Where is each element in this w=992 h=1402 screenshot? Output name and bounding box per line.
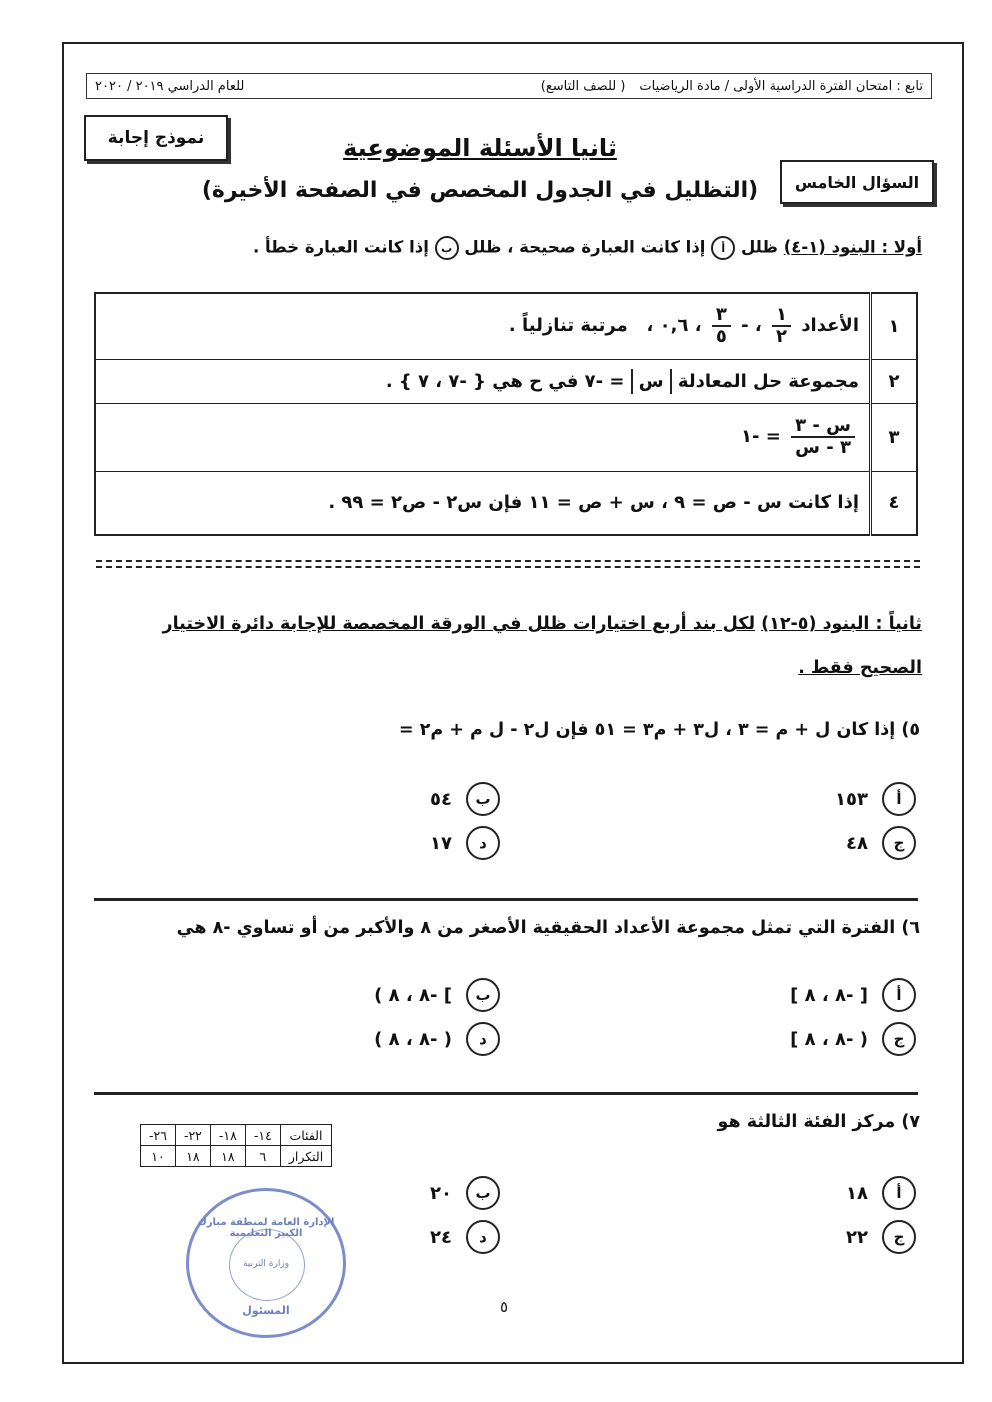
option-b[interactable] [430,1176,500,1210]
option-value: ١٥٣ [835,788,868,810]
model-answer-box: نموذج إجابة [84,115,228,161]
option-value: ٥٤ [430,788,452,810]
option-a[interactable] [846,1176,916,1210]
mcq-instruction-text: لكل بند أربع اختيارات ظلل في الورقة المخصصة للإجابة دائرة الاختيار الصحيح فقط . [162,614,922,678]
tf-instruction-a: ظلل [740,237,778,257]
exam-header [86,73,932,99]
fifth-question-box: السؤال الخامس [780,160,934,204]
freq-cell: ١٠ [141,1146,176,1167]
option-d-icon: د [466,826,500,860]
table-row [95,293,917,359]
table-row [95,403,917,471]
fraction [772,305,791,347]
item-text: مرتبة تنازلياً . [508,315,628,337]
option-b-icon: ب [466,978,500,1012]
freq-cell: ١٤- [245,1125,280,1146]
divider [94,898,918,901]
option-b-icon: ب [435,236,459,260]
header-exam-title: تابع : امتحان الفترة الدراسية الأولى / مادة الرياضيات [639,78,923,94]
mcq-instruction [162,602,922,690]
numerator: س - ٣ [791,416,855,438]
item-statement: إذا كانت س - ص = ٩ ، س + ص = ١١ فإن س٢ - ص٢ = ٩٩ . [95,471,871,535]
item-number: ١ [871,293,918,359]
option-value: ( -٨ ، ٨ ] [790,1028,868,1050]
table-row [141,1146,332,1167]
option-b-icon: ب [466,1176,500,1210]
absolute-value: س [631,369,672,394]
option-a-icon: أ [882,978,916,1012]
option-value: ٢٠ [430,1182,452,1204]
denominator: ٣ - س [795,437,851,458]
true-false-instruction [253,236,922,260]
option-d-icon: د [466,1220,500,1254]
true-false-table [94,292,918,536]
option-value: [ -٨ ، ٨ ] [790,984,868,1006]
tf-instruction-label: أولا : البنود (١-٤) [783,237,922,257]
option-value: ] -٨ ، ٨ ) [374,984,452,1006]
option-value: ٢٤ [430,1226,452,1248]
freq-cell: ٢٦- [141,1125,176,1146]
option-c[interactable] [790,1022,916,1056]
header-grade: ( للصف التاسع) [540,78,626,94]
mcq-instruction-label: ثانياً : البنود (٥-١٢) [761,614,922,634]
option-value: ٢٢ [846,1226,868,1248]
question-7 [718,1112,920,1132]
item-text: الأعداد [801,315,859,337]
option-b[interactable] [430,782,500,816]
question-5 [399,720,920,740]
dashed-separator [96,560,920,568]
option-d[interactable] [430,1220,500,1254]
option-d[interactable] [430,826,500,860]
item-number: ٤ [871,471,918,535]
official-stamp [186,1188,346,1338]
question-text: مركز الفئة الثالثة هو [717,1112,896,1132]
item-text: ، ٠,٦ ، [646,315,702,337]
option-c[interactable] [846,1220,916,1254]
option-value: ( -٨ ، ٨ ) [374,1028,452,1050]
freq-header: التكرار [280,1146,331,1167]
section-subtitle: (التظليل في الجدول المخصص في الصفحة الأخيرة) [201,178,759,203]
fraction [712,305,731,347]
divider [94,1092,918,1095]
option-a-icon: أ [882,1176,916,1210]
question-text: إذا كان ل + م = ٣ ، ل٣ + م٣ = ٥١ فإن ل٢ - ل م + م٢ = [398,720,896,740]
question-number: ٥) [901,720,920,740]
frequency-table [140,1124,332,1167]
freq-cell: ١٨ [210,1146,245,1167]
numerator: ١ [772,305,791,327]
question-6 [177,918,920,938]
option-a[interactable] [790,978,916,1012]
item-text: = -٧ في ح هي { -٧ ، ٧ } . [385,370,625,392]
item-number: ٢ [871,359,918,403]
tf-instruction-c: إذا كانت العبارة خطأ . [252,237,429,257]
option-value: ١٨ [846,1182,868,1204]
option-a-icon: أ [882,782,916,816]
item-number: ٣ [871,403,918,471]
stamp-bottom-text: المسئول [242,1304,290,1317]
option-c-icon: ج [882,1220,916,1254]
option-b[interactable] [374,978,500,1012]
stamp-top-text: الإدارة العامة لمنطقة مبارك الكبير التعليمية [197,1217,335,1239]
header-year: للعام الدراسي ٢٠١٩ / ٢٠٢٠ [95,78,245,94]
option-c-icon: ج [882,826,916,860]
question-number: ٦) [901,918,920,938]
option-a[interactable] [835,782,916,816]
freq-cell: ٦ [245,1146,280,1167]
option-value: ٤٨ [846,832,868,854]
question-number: ٧) [901,1112,920,1132]
option-d-icon: د [466,1022,500,1056]
question-text: الفترة التي تمثل مجموعة الأعداد الحقيقية الأصغر من ٨ والأكبر من أو تساوي -٨ هي [176,918,896,938]
tf-instruction-b: إذا كانت العبارة صحيحة ، ظلل [464,237,706,257]
item-statement [95,403,871,471]
freq-header: الفئات [280,1125,331,1146]
option-c[interactable] [846,826,916,860]
item-statement: الأعداد $\frac{١}{٢}$ ، - $\frac{٣}{٥}$ ، ٠,٦ ، مرتبة تنازلياً . [95,293,871,359]
table-row [95,471,917,535]
item-text: = -١ [741,426,781,447]
fraction [791,416,855,458]
option-b-icon: ب [466,782,500,816]
denominator: ٥ [715,326,727,348]
table-row [95,359,917,403]
option-value: ١٧ [430,832,452,854]
table-row [141,1125,332,1146]
stamp-center-text: وزارة التربية [242,1259,290,1269]
freq-cell: ١٨- [210,1125,245,1146]
option-c-icon: ج [882,1022,916,1056]
numerator: ٣ [712,305,731,327]
item-text: مجموعة حل المعادلة [677,370,859,392]
freq-cell: ١٨ [175,1146,210,1167]
freq-cell: ٢٢- [175,1125,210,1146]
item-statement [95,359,871,403]
option-d[interactable] [374,1022,500,1056]
option-a-icon: أ [711,236,735,260]
section-title: ثانيا الأسئلة الموضوعية [343,134,617,162]
page-number: ٥ [500,1298,509,1316]
denominator: ٢ [776,326,788,348]
